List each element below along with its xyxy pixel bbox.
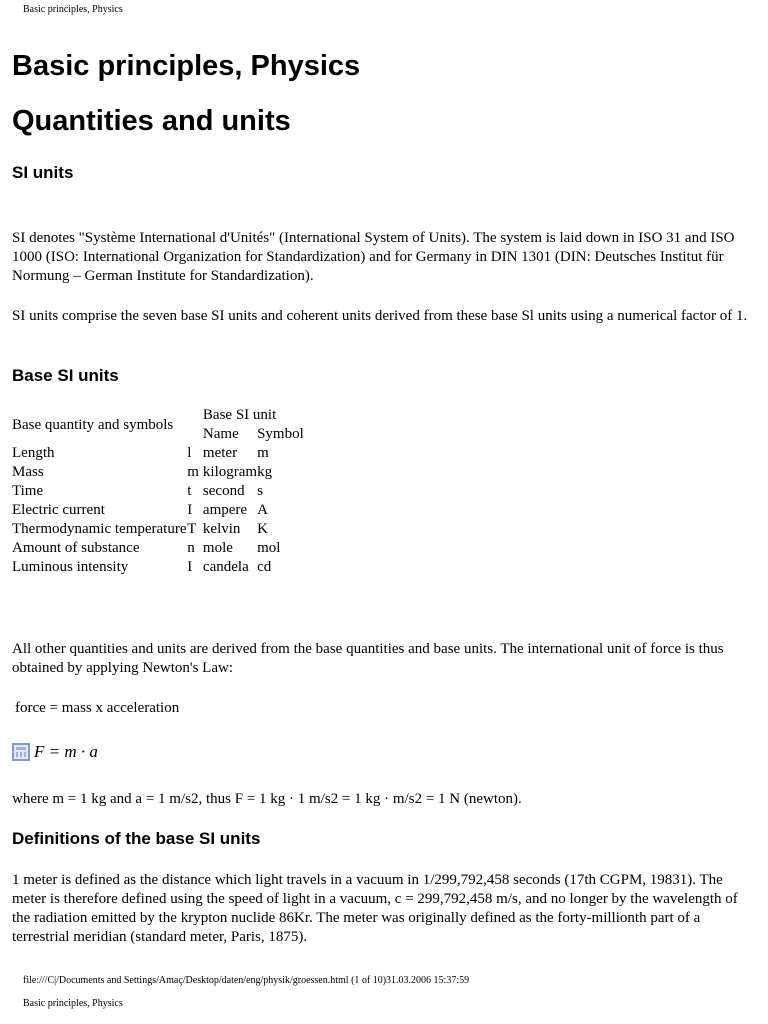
symbol-cell: T bbox=[187, 521, 197, 537]
quantity-cell: Thermodynamic temperature bbox=[12, 521, 187, 537]
unit-symbol-cell: A bbox=[257, 502, 268, 518]
comprise-paragraph: SI units comprise the seven base SI units and coherent units derived from these base Sl units using a numerical factor of 1. bbox=[12, 308, 748, 324]
footer-file-path: file:///C|/Documents and Settings/Amaç/Desktop/daten/eng/physik/groessen.html (1 of 10)31.03.2006 15:37:59 bbox=[23, 975, 470, 986]
table-row bbox=[12, 539, 304, 558]
formula-block bbox=[12, 742, 98, 762]
quantity-cell: Length bbox=[12, 445, 55, 461]
base-units-heading: Base SI units bbox=[12, 366, 119, 385]
table-row bbox=[12, 558, 304, 577]
where-paragraph: where m = 1 kg and a = 1 m/s2, thus F = 1 kg · 1 m/s2 = 1 kg · m/s2 = 1 N (newton). bbox=[12, 791, 522, 807]
unit-symbol-cell: s bbox=[257, 483, 263, 499]
unit-symbol-cell: m bbox=[257, 445, 269, 461]
table-row bbox=[12, 501, 304, 520]
unit-name-cell: second bbox=[202, 483, 245, 499]
force-words: force = mass x acceleration bbox=[15, 700, 180, 716]
unit-name-cell: kelvin bbox=[202, 521, 241, 537]
unit-symbol-cell: K bbox=[257, 521, 268, 537]
unit-name-cell: meter bbox=[202, 445, 238, 461]
unit-name-cell: candela bbox=[202, 559, 249, 575]
header-symbol: Symbol bbox=[257, 426, 304, 442]
unit-symbol-cell: kg bbox=[257, 464, 273, 480]
quantity-cell: Time bbox=[12, 483, 44, 499]
formula-icon bbox=[12, 743, 30, 761]
header-unit-group: Base SI unit bbox=[202, 407, 277, 423]
unit-name-cell: mole bbox=[202, 540, 233, 556]
table-row bbox=[12, 444, 304, 463]
unit-symbol-cell: cd bbox=[257, 559, 272, 575]
table-header-row bbox=[12, 406, 304, 425]
definitions-heading: Definitions of the base SI units bbox=[12, 829, 261, 848]
running-header: Basic principles, Physics bbox=[23, 4, 123, 15]
quantity-cell: Mass bbox=[12, 464, 44, 480]
symbol-cell: I bbox=[187, 502, 193, 518]
subsection-title: SI units bbox=[12, 163, 74, 182]
table-row bbox=[12, 482, 304, 501]
base-units-table bbox=[12, 406, 304, 577]
force-formula: F = m · a bbox=[34, 742, 98, 761]
footer-running-title: Basic principles, Physics bbox=[23, 998, 123, 1009]
symbol-cell: m bbox=[187, 464, 199, 480]
header-name: Name bbox=[202, 426, 239, 442]
section-title: Quantities and units bbox=[12, 105, 291, 137]
header-quantity: Base quantity and symbols bbox=[12, 416, 174, 433]
intro-paragraph: SI denotes "Système International d'Unités" (International System of Units). The system is laid down in ISO 31 and ISO 1000 (ISO: International Organization for Standardization) and for Germany in DIN 1301 (DIN: Deutsches Institut für Normung – German Institute for Standardization). bbox=[12, 230, 735, 284]
table-row bbox=[12, 520, 304, 539]
symbol-cell: t bbox=[187, 483, 192, 499]
meter-definition-paragraph: 1 meter is defined as the distance which light travels in a vacuum in 1/299,792,458 seconds (17th CGPM, 19831). The meter is therefore defined using the speed of light in a vacuum, c = 299,792,458 m/s, and no longer by the wavelength of the radiation emitted by the krypton nuclide 86Kr. The meter was originally defined as the forty-millionth part of a terrestrial meridian (standard meter, Paris, 1875). bbox=[12, 872, 738, 945]
symbol-cell: n bbox=[187, 540, 195, 556]
unit-name-cell: kilogram bbox=[202, 464, 258, 480]
table-row bbox=[12, 463, 304, 482]
unit-symbol-cell: mol bbox=[257, 540, 281, 556]
page-title: Basic principles, Physics bbox=[12, 50, 361, 82]
derived-paragraph: All other quantities and units are derived from the base quantities and base units. The international unit of force is thus obtained by applying Newton's Law: bbox=[12, 641, 724, 676]
symbol-cell: I bbox=[187, 559, 193, 575]
symbol-cell: l bbox=[187, 445, 192, 461]
quantity-cell: Electric current bbox=[12, 502, 105, 518]
unit-name-cell: ampere bbox=[202, 502, 248, 518]
quantity-cell: Amount of substance bbox=[12, 540, 140, 556]
quantity-cell: Luminous intensity bbox=[12, 559, 129, 575]
